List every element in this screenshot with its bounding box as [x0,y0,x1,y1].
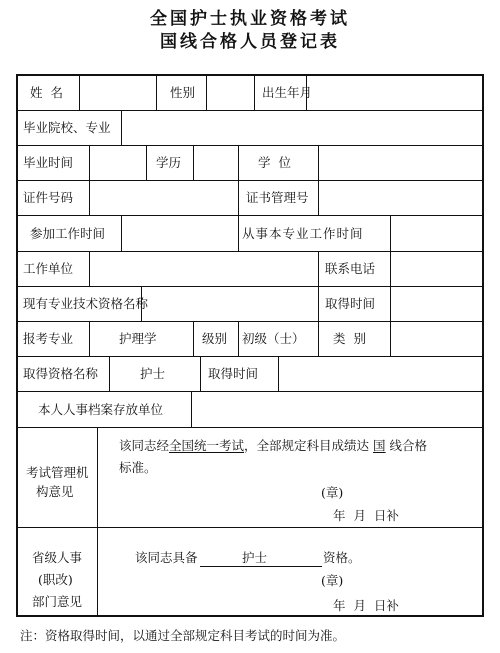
col-divider [390,286,391,321]
col-divider [238,215,239,251]
hr-opinion-seal: (章) [321,573,344,588]
grad-time-label: 毕业时间 [23,155,74,170]
hr-opinion-label-line1: 省级人事 [32,550,83,565]
form-title-line1: 全国护士执业资格考试 [150,9,350,29]
hr-opinion-label-line2: (职改) [38,572,73,587]
col-divider [238,145,239,180]
col-divider [193,321,194,356]
row-divider [16,356,484,357]
birth-label: 出生年月 [262,85,313,100]
row-divider [16,145,484,146]
employer-label: 工作单位 [23,261,74,276]
row-divider [16,427,484,428]
col-divider [121,215,122,251]
exam-opinion-label-line2: 构意见 [36,484,74,499]
cert-admin-no-label: 证书管理号 [246,190,309,205]
col-divider [193,145,194,180]
col-divider [191,391,192,427]
col-divider [89,321,90,356]
col-divider [278,356,279,391]
col-divider [97,427,98,617]
exam-opinion-date: 年 月 日补 [333,508,399,523]
col-divider [156,74,157,110]
hr-opinion-prefix: 该同志具备 [135,550,198,565]
col-divider [318,180,319,215]
col-divider [200,356,201,391]
applied-major-label: 报考专业 [23,331,74,346]
hr-opinion-label-line3: 部门意见 [32,594,83,609]
col-divider [318,321,319,356]
exam-opinion-text-line2: 标准。 [119,460,157,475]
exam-opinion-middle: ，全部规定科目成绩达 [244,438,370,453]
degree-label: 学 位 [258,155,291,170]
exam-opinion-suffix: 线合格 [389,438,428,453]
phone-label: 联系电话 [325,261,376,276]
exam-line-type: 国 [373,438,386,453]
education-label: 学历 [156,155,182,170]
professional-work-label: 从事本专业工作时间 [242,226,364,241]
id-no-label: 证件号码 [23,190,74,205]
col-divider [254,74,255,110]
col-divider [89,180,90,215]
col-divider [206,74,207,110]
exam-name: 全国统一考试 [169,438,245,453]
col-divider [109,356,110,391]
row-divider [16,286,484,287]
form-title-line2: 国线合格人员登记表 [160,32,340,52]
row-divider [16,391,484,392]
level-label: 级别 [202,331,228,346]
work-start-label: 参加工作时间 [30,226,106,241]
col-divider [238,321,239,356]
exam-opinion-prefix: 该同志经 [119,438,170,453]
row-divider [16,110,484,111]
hr-opinion-date: 年 月 日补 [333,598,399,613]
row-divider [16,215,484,216]
exam-opinion-text [119,439,427,453]
level-value: 初级（士） [242,331,305,346]
gender-label: 性别 [170,85,196,100]
hr-opinion-suffix: 资格。 [323,550,361,565]
footnote: 注：资格取得时间，以通过全部规定科目考试的时间为准。 [20,628,346,643]
name-label: 姓 名 [30,85,63,100]
school-major-label: 毕业院校、专业 [23,120,111,135]
category-label: 类 别 [333,331,366,346]
row-divider [16,180,484,181]
hr-qualification-underline [200,566,322,567]
exam-opinion-label-line1: 考试管理机 [26,465,89,480]
hr-qualification-value: 护士 [242,550,268,565]
col-divider [318,251,319,286]
qualification-label: 取得资格名称 [23,366,99,381]
col-divider [79,74,80,110]
archive-unit-label: 本人人事档案存放单位 [38,402,164,417]
col-divider [390,215,391,251]
qualification-value: 护士 [140,366,166,381]
applied-major-value: 护理学 [119,331,157,346]
col-divider [146,145,147,180]
col-divider [318,286,319,321]
row-divider [16,251,484,252]
col-divider [318,145,319,180]
current-title-label: 现有专业技术资格名称 [23,296,149,311]
row-divider [16,527,484,528]
col-divider [89,145,90,180]
col-divider [238,180,239,215]
col-divider [121,110,122,145]
qualification-time-label: 取得时间 [208,366,259,381]
col-divider [390,251,391,286]
row-divider [16,321,484,322]
col-divider [89,251,90,286]
exam-opinion-seal: (章) [321,485,344,500]
col-divider [390,321,391,356]
obtained-time-label: 取得时间 [325,296,376,311]
